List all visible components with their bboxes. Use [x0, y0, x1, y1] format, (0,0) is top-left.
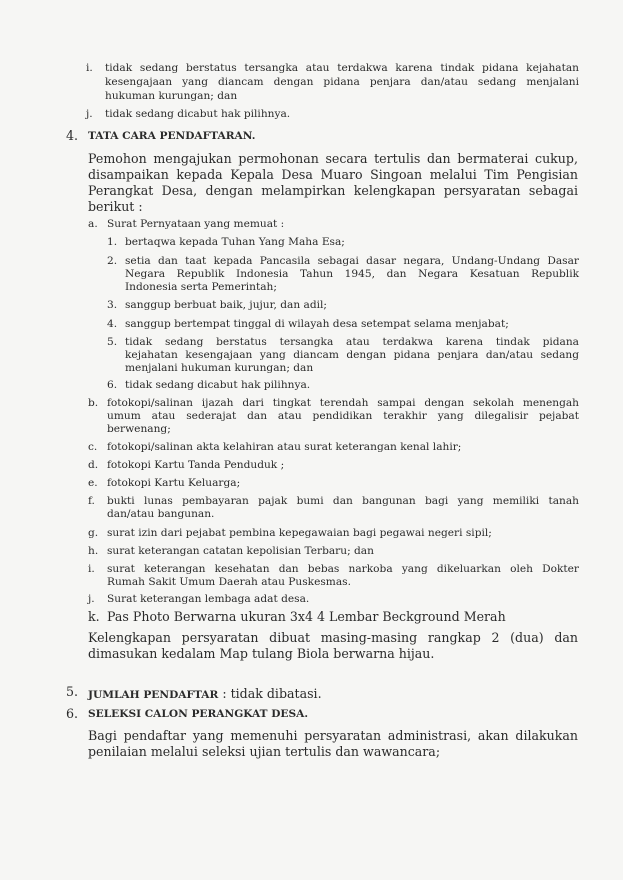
section-number: 5. — [66, 684, 79, 699]
paragraph-line: berikut : — [88, 199, 143, 214]
sub-list-marker: 3. — [107, 299, 118, 311]
section-heading — [88, 686, 322, 702]
sub-list-text: bertaqwa kepada Tuhan Yang Maha Esa; — [125, 236, 345, 248]
sub-list-marker: 5. — [107, 336, 118, 348]
sub-list-text: tidak sedang dicabut hak pilihnya. — [125, 379, 311, 391]
sub-list-text: Negara Republik Indonesia Tahun 1945, dan Negara Kesatuan Republik — [125, 268, 579, 280]
section-title: SELEKSI CALON PERANGKAT DESA. — [88, 708, 309, 720]
list-item-text: tidak sedang dicabut hak pilihnya. — [105, 108, 291, 120]
list-marker: f. — [88, 495, 95, 507]
list-item-text: berwenang; — [107, 423, 171, 435]
list-item-text: bukti lunas pembayaran pajak bumi dan bangunan bagi yang memiliki tanah — [107, 495, 579, 507]
list-item-text: Pas Photo Berwarna ukuran 3x4 4 Lembar Beckground Merah — [107, 609, 506, 624]
list-item-text: fotokopi Kartu Tanda Penduduk ; — [107, 459, 285, 471]
section-number: 4. — [66, 128, 79, 143]
sub-list-text: sanggup bertempat tinggal di wilayah desa setempat selama menjabat; — [125, 318, 509, 330]
list-marker: b. — [88, 397, 99, 409]
list-marker: d. — [88, 459, 99, 471]
list-item-text: tidak sedang berstatus tersangka atau terdakwa karena tindak pidana kejahatan — [105, 62, 579, 74]
paragraph-line: Pemohon mengajukan permohonan secara tertulis dan bermaterai cukup, — [88, 151, 578, 166]
list-marker: i. — [86, 62, 93, 74]
paragraph-line: penilaian melalui seleksi ujian tertulis dan wawancara; — [88, 744, 441, 759]
list-item-text: fotokopi/salinan ijazah dari tingkat terendah sampai dengan sekolah menengah — [107, 397, 579, 409]
sub-list-text: tidak sedang berstatus tersangka atau terdakwa karena tindak pidana — [125, 336, 579, 348]
paragraph-line: Bagi pendaftar yang memenuhi persyaratan administrasi, akan dilakukan — [88, 728, 578, 743]
list-item-text: hukuman kurungan; dan — [105, 90, 238, 102]
list-item-text: umum atau sederajat dan atau pendidikan terakhir yang dilegalisir pejabat — [107, 410, 579, 422]
section-text: : tidak dibatasi. — [218, 686, 322, 701]
paragraph-line: dimasukan kedalam Map tulang Biola berwarna hijau. — [88, 646, 435, 661]
list-item-text: fotokopi Kartu Keluarga; — [107, 477, 241, 489]
list-marker: k. — [88, 609, 100, 624]
paragraph-line: Perangkat Desa, dengan melampirkan kelengkapan persyaratan sebagai — [88, 183, 578, 198]
list-marker: j. — [88, 593, 95, 605]
list-item-text: Surat Pernyataan yang memuat : — [107, 218, 285, 230]
section-title: TATA CARA PENDAFTARAN. — [88, 130, 256, 142]
sub-list-marker: 2. — [107, 255, 118, 267]
sub-list-text: sanggup berbuat baik, jujur, dan adil; — [125, 299, 327, 311]
list-marker: h. — [88, 545, 99, 557]
list-item-text: dan/atau bangunan. — [107, 508, 215, 520]
sub-list-text: kejahatan kesengajaan yang diancam dengan pidana penjara dan/atau sedang — [125, 349, 579, 361]
sub-list-text: menjalani hukuman kurungan; dan — [125, 362, 314, 374]
list-marker: i. — [88, 563, 95, 575]
sub-list-marker: 1. — [107, 236, 118, 248]
paragraph-line: disampaikan kepada Kepala Desa Muaro Singoan melalui Tim Pengisian — [88, 167, 578, 182]
list-item-text: surat keterangan kesehatan dan bebas narkoba yang dikeluarkan oleh Dokter — [107, 563, 579, 575]
list-item-text: Rumah Sakit Umum Daerah atau Puskesmas. — [107, 576, 351, 588]
section-number: 6. — [66, 706, 79, 721]
list-item-text: Surat keterangan lembaga adat desa. — [107, 593, 310, 605]
list-item-text: fotokopi/salinan akta kelahiran atau surat keterangan kenal lahir; — [107, 441, 462, 453]
list-marker: j. — [86, 108, 93, 120]
sub-list-text: setia dan taat kepada Pancasila sebagai dasar negara, Undang-Undang Dasar — [125, 255, 579, 267]
sub-list-marker: 4. — [107, 318, 118, 330]
list-marker: c. — [88, 441, 98, 453]
sub-list-marker: 6. — [107, 379, 118, 391]
list-marker: a. — [88, 218, 98, 230]
list-item-text: surat keterangan catatan kepolisian Terbaru; dan — [107, 545, 374, 557]
list-marker: e. — [88, 477, 98, 489]
section-title: JUMLAH PENDAFTAR — [88, 689, 219, 701]
list-marker: g. — [88, 527, 99, 539]
list-item-text: kesengajaan yang diancam dengan pidana penjara dan/atau sedang menjalani — [105, 76, 579, 88]
paragraph-line: Kelengkapan persyaratan dibuat masing-masing rangkap 2 (dua) dan — [88, 630, 578, 645]
list-item-text: surat izin dari pejabat pembina kepegawaian bagi pegawai negeri sipil; — [107, 527, 492, 539]
sub-list-text: Indonesia serta Pemerintah; — [125, 281, 277, 293]
